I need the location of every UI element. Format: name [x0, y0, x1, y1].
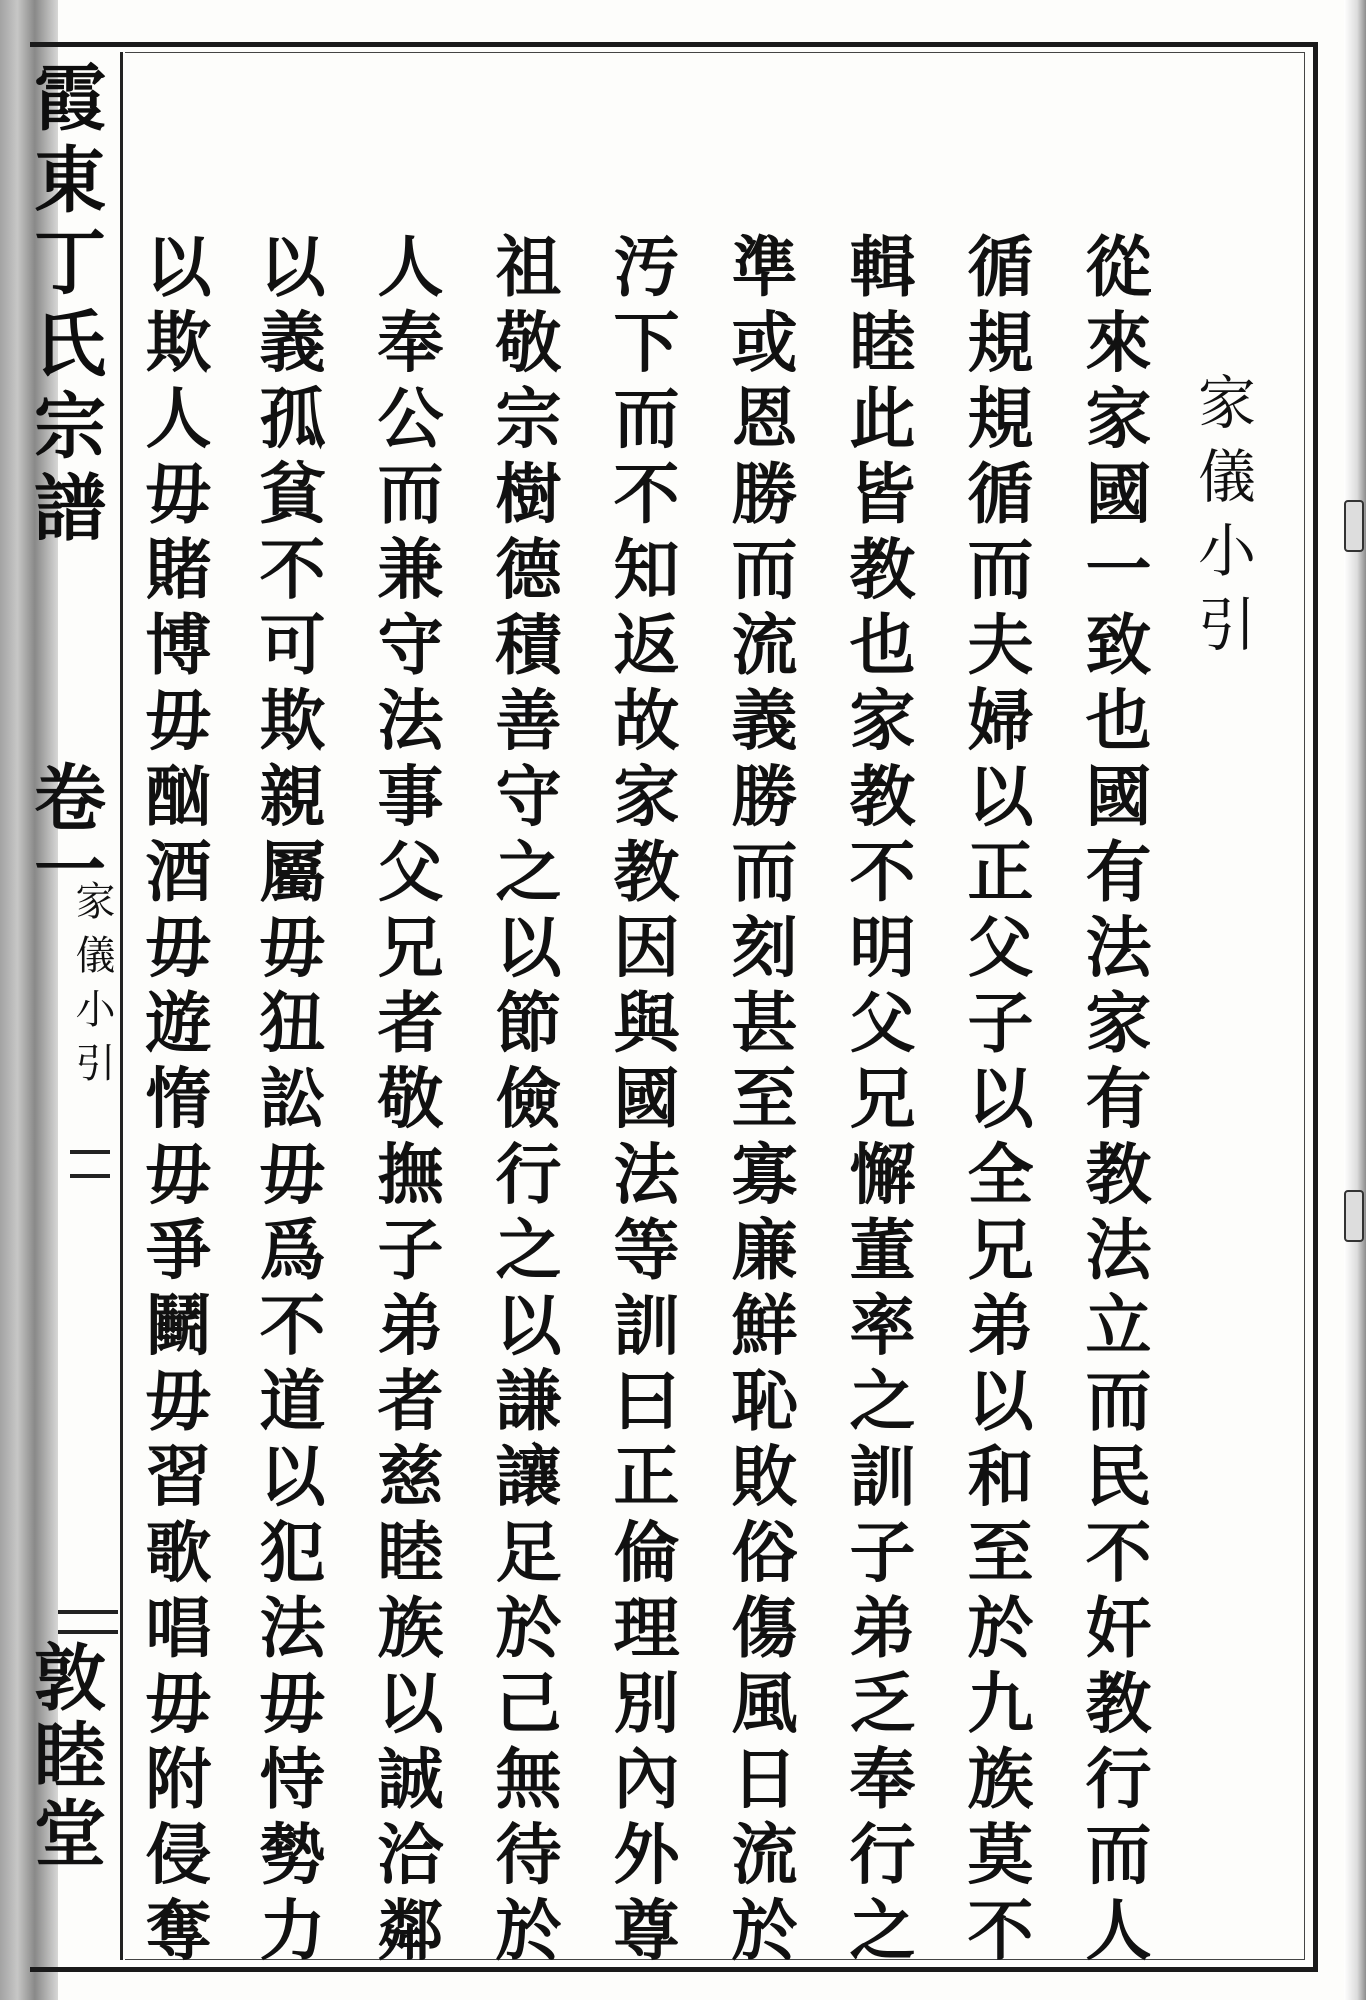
- text-column: 準或恩勝而流義勝而刻甚至寡廉鮮恥敗俗傷風日流於: [720, 232, 798, 1971]
- fish-tail-mark: [70, 1150, 110, 1178]
- banxin-hall-name: 敦睦堂: [22, 1640, 107, 1874]
- banxin-divider: [120, 52, 123, 1960]
- fish-tail-mark: [58, 1610, 118, 1634]
- text-column: 以義孤貧不可欺親屬毋狃訟毋爲不道以犯法毋恃勢力: [248, 232, 326, 1971]
- section-heading: 家儀小引: [1188, 372, 1256, 668]
- banxin-volume: 卷一: [22, 760, 107, 904]
- text-column: 祖敬宗樹德積善守之以節儉行之以謙讓足於己無待於: [484, 232, 562, 1971]
- right-page-edge: [1344, 0, 1366, 2000]
- text-column: 人奉公而兼守法事父兄者敬撫子弟者慈睦族以誠洽鄰: [366, 232, 444, 1971]
- text-column: 汚下而不知返故家教因與國法等訓曰正倫理別內外尊: [602, 232, 680, 1971]
- banxin-title: 霞東丁氏宗譜: [22, 60, 107, 552]
- text-column: 從來家國一致也國有法家有教法立而民不奸教行而人: [1074, 232, 1152, 1971]
- binding-thread-mark: [1344, 1190, 1364, 1242]
- binding-thread-mark: [1344, 500, 1364, 552]
- text-column: 輯睦此皆教也家教不明父兄懈董率之訓子弟乏奉行之: [838, 232, 916, 1971]
- text-column: 循規規循而夫婦以正父子以全兄弟以和至於九族莫不: [956, 232, 1034, 1971]
- banxin-section-title: 家儀小引: [69, 880, 115, 1096]
- text-column: 以欺人毋賭博毋酗酒毋遊惰毋爭鬭毋習歌唱毋附侵奪: [134, 232, 212, 1971]
